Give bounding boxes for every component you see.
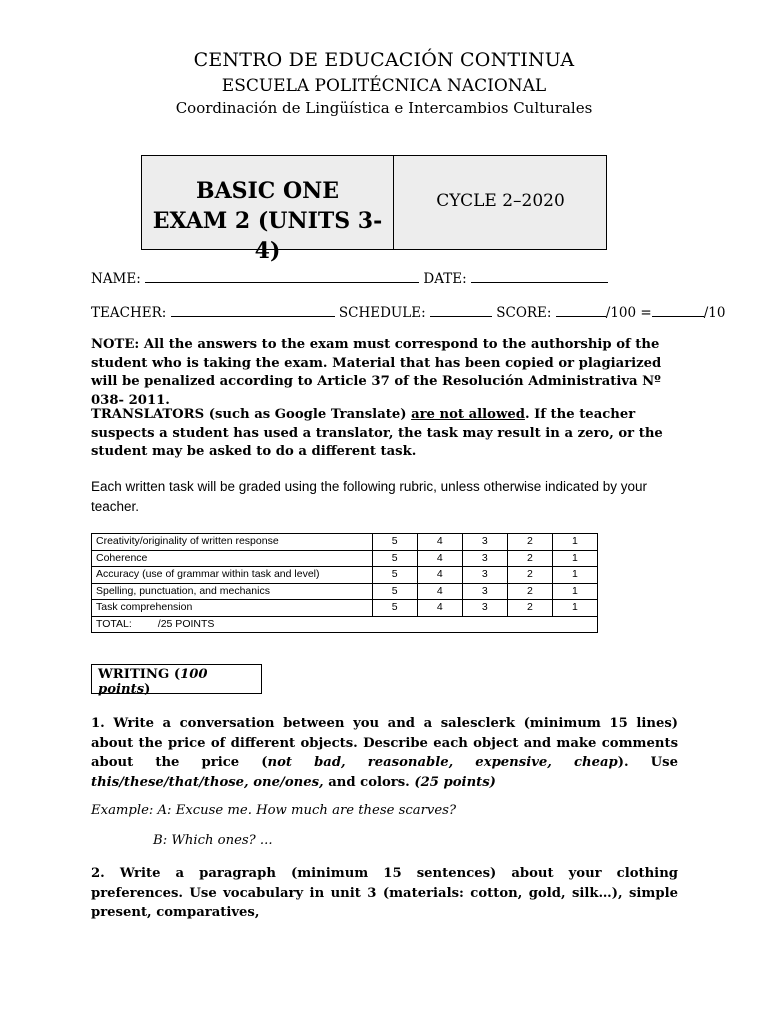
rubric-table: [91, 533, 598, 633]
rubric-criterion: Spelling, punctuation, and mechanics: [92, 583, 373, 600]
rubric-criterion: Creativity/originality of written response: [92, 534, 373, 551]
rubric-criterion: Coherence: [92, 550, 373, 567]
example-line-a: Example: A: Excuse me. How much are these scarves?: [91, 803, 457, 818]
rubric-score: 3: [462, 583, 507, 600]
task-1-words: this/these/that/those, one/ones,: [91, 774, 324, 790]
rubric-score: 2: [507, 600, 552, 617]
score-out-of-10: /10: [703, 305, 726, 321]
rubric-score: 4: [417, 567, 462, 584]
exam-cycle: CYCLE 2–2020: [436, 191, 565, 211]
rubric-row: [92, 583, 598, 600]
rubric-score: 5: [372, 550, 417, 567]
translators-rest: . If the teacher suspects a student has used a translator, the task may result in a zero, or the student may be asked to do a different task.: [91, 407, 663, 459]
rubric-score: 4: [417, 583, 462, 600]
rubric-score: 2: [507, 550, 552, 567]
rubric-score: 3: [462, 550, 507, 567]
plagiarism-note: NOTE: All the answers to the exam must correspond to the authorship of the student who is taking the exam. Material that has been copied or plagiarized will be penalized according to Article 37 of the Resolución Administrativa Nº 038- 2011.: [91, 337, 662, 408]
rubric-score: 5: [372, 567, 417, 584]
name-date-row: [91, 271, 608, 287]
rubric-score: 2: [507, 583, 552, 600]
rubric-total: [92, 616, 598, 633]
rubric-total-row: [92, 616, 598, 633]
task-1-adjectives: not bad, reasonable, expensive, cheap: [267, 755, 618, 770]
exam-title: [142, 176, 393, 266]
score-field[interactable]: [556, 305, 606, 317]
score-ten-field[interactable]: [652, 305, 704, 317]
translators-note: [91, 406, 678, 462]
name-field[interactable]: [145, 271, 419, 283]
rubric-score: 1: [552, 550, 597, 567]
score-label: SCORE:: [496, 305, 552, 321]
rubric-total-value: /25 POINTS: [157, 617, 215, 630]
rubric-row: [92, 550, 598, 567]
rubric-criterion: Task comprehension: [92, 600, 373, 617]
writing-points: 100 points: [98, 667, 208, 697]
teacher-label: TEACHER:: [91, 305, 167, 321]
example-line-b: B: Which ones? ...: [153, 833, 273, 848]
translators-not-allowed: are not allowed: [411, 407, 525, 422]
rubric-score: 1: [552, 534, 597, 551]
rubric-score: 5: [372, 600, 417, 617]
rubric-total-label: TOTAL:: [96, 617, 132, 630]
rubric-score: 2: [507, 534, 552, 551]
task-1: 1. Write a conversation between you and a salesclerk (minimum 15 lines) about the price of different objects. Describe each object and make comments about the price (not bad, reasonable, expensive, cheap). Use this/these/that/those, one/ones, and colors. (25 points): [91, 716, 678, 790]
writing-section-label: WRITING (100 points): [91, 664, 262, 694]
rubric-row: [92, 534, 598, 551]
schedule-field[interactable]: [430, 305, 492, 317]
rubric-score: 1: [552, 600, 597, 617]
rubric-score: 4: [417, 550, 462, 567]
exam-level: BASIC ONE: [195, 178, 340, 204]
rubric-score: 5: [372, 534, 417, 551]
name-label: NAME:: [91, 271, 141, 287]
rubric-score: 3: [462, 534, 507, 551]
rubric-score: 4: [417, 600, 462, 617]
rubric-score: 4: [417, 534, 462, 551]
date-field[interactable]: [471, 271, 608, 283]
rubric-score: 3: [462, 600, 507, 617]
school-title: ESCUELA POLITÉCNICA NACIONAL: [221, 76, 547, 96]
translators-lead: TRANSLATORS (such as Google Translate): [91, 407, 412, 422]
task-2: 2. Write a paragraph (minimum 15 sentences) about your clothing preferences. Use vocabulary in unit 3 (materials: cotton, gold, silk…), simple present, comparatives,: [91, 866, 678, 920]
rubric-row: [92, 600, 598, 617]
rubric-score: 1: [552, 583, 597, 600]
rubric-row: [92, 567, 598, 584]
teacher-score-row: [91, 305, 725, 321]
exam-info-box: [141, 155, 607, 264]
schedule-label: SCHEDULE:: [338, 305, 426, 321]
date-label: DATE:: [423, 271, 467, 287]
score-out-of-100: /100 =: [605, 305, 652, 321]
exam-units: EXAM 2 (UNITS 3-4): [152, 208, 383, 264]
rubric-criterion: Accuracy (use of grammar within task and level): [92, 567, 373, 584]
rubric-score: 1: [552, 567, 597, 584]
rubric-score: 5: [372, 583, 417, 600]
task-1-points: (25 points): [414, 774, 496, 790]
rubric-score: 3: [462, 567, 507, 584]
institution-title: CENTRO DE EDUCACIÓN CONTINUA: [193, 49, 575, 71]
rubric-score: 2: [507, 567, 552, 584]
department-title: Coordinación de Lingüística e Intercambios Culturales: [175, 99, 593, 117]
rubric-intro: Each written task will be graded using the following rubric, unless otherwise indicated by your teacher.: [91, 479, 648, 514]
teacher-field[interactable]: [171, 305, 335, 317]
